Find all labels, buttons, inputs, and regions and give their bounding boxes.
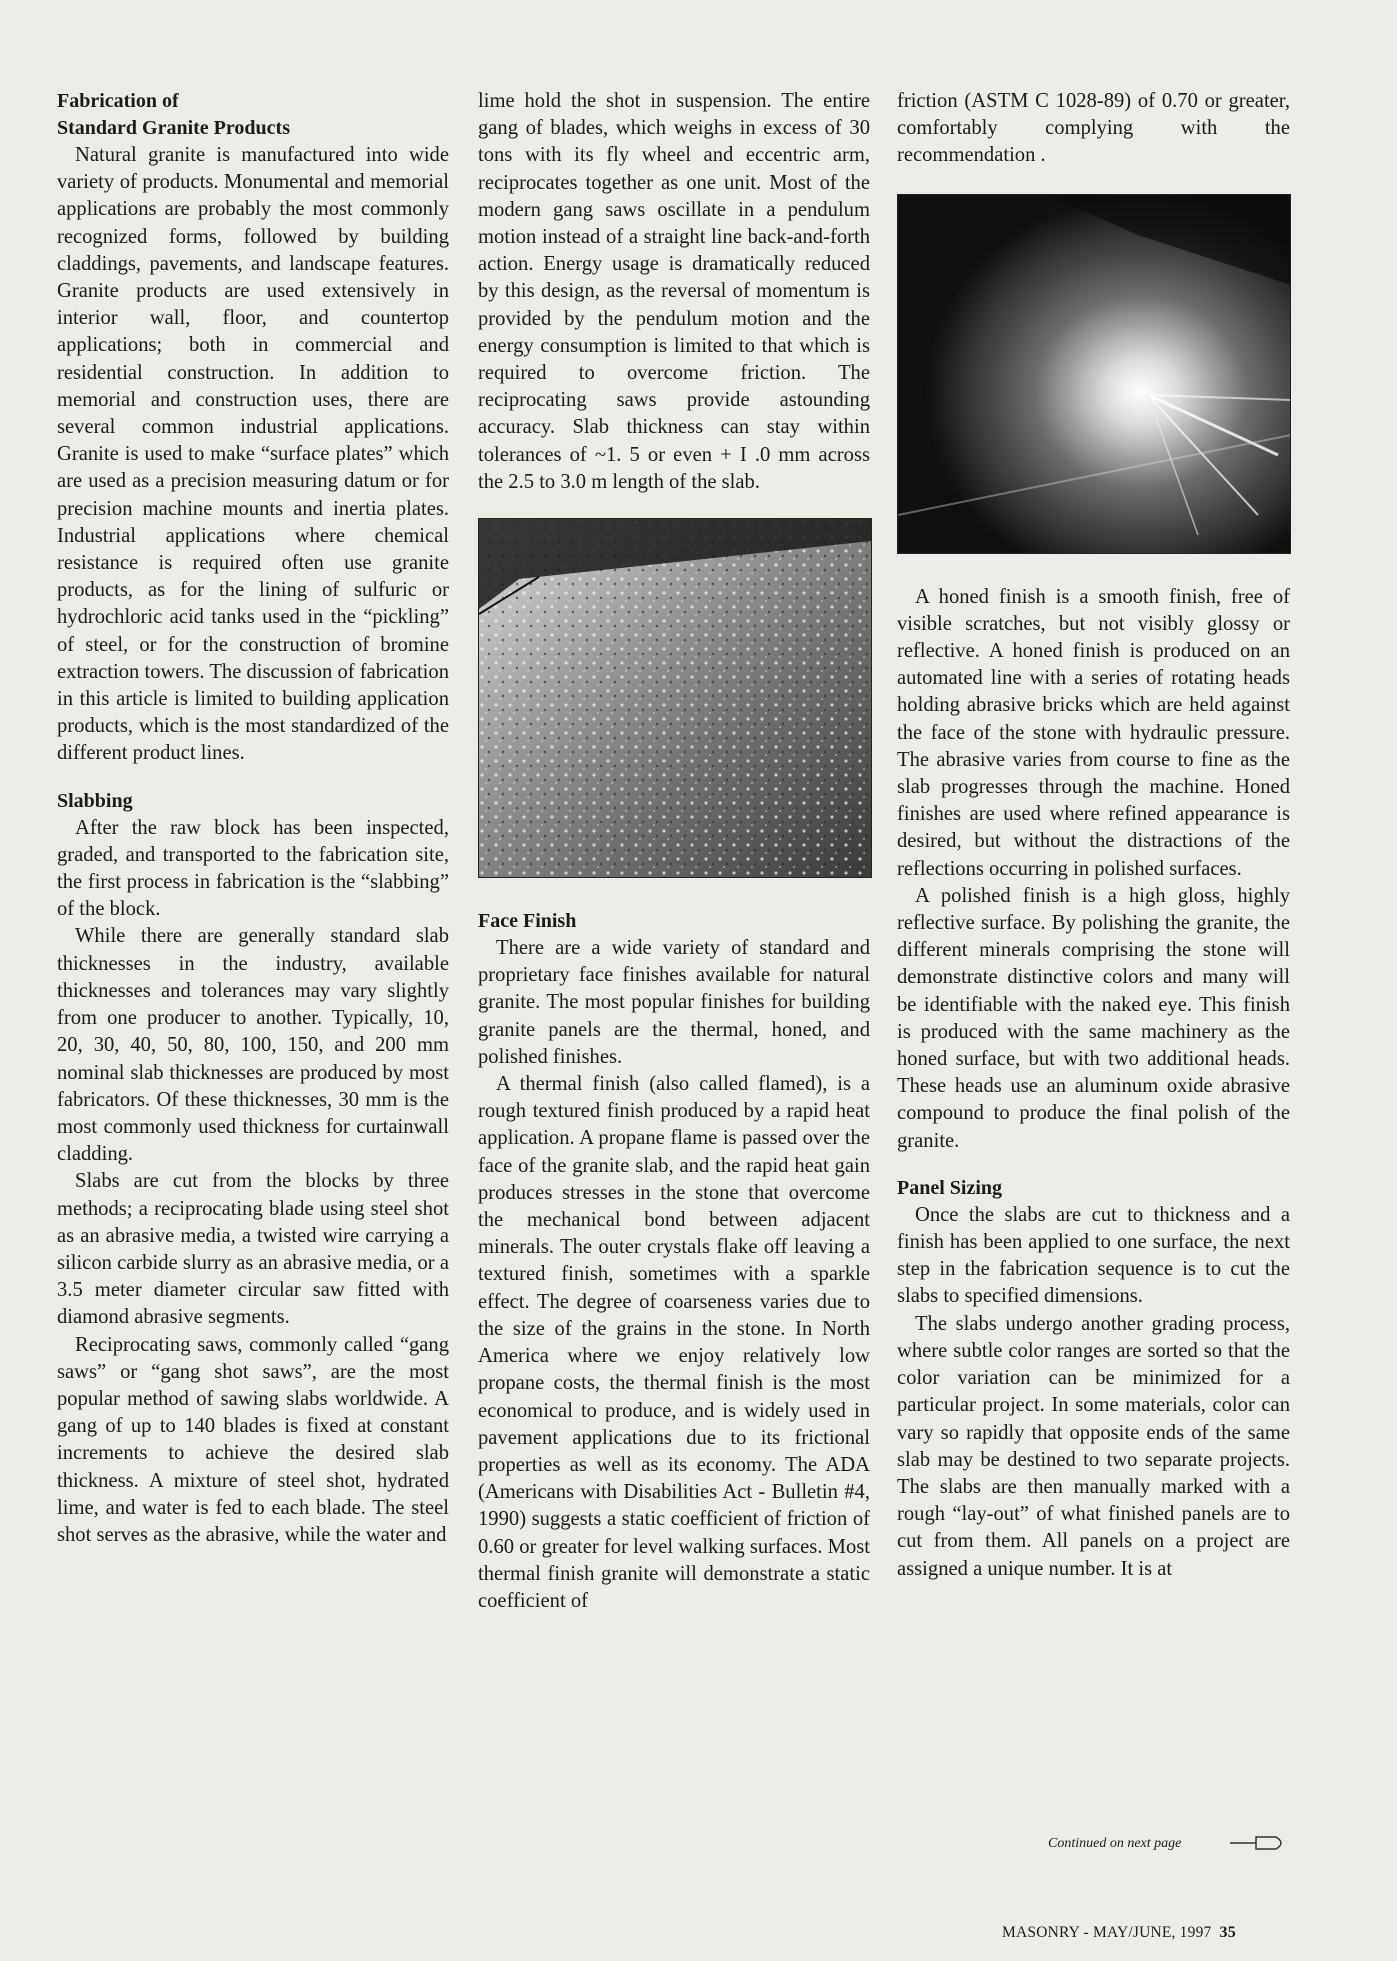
paragraph: Slabs are cut from the blocks by three methods; a reciprocating blade using steel shot as an abrasive media, a twisted wire carrying a silicon carbide slurry as an abrasive media, or a 3.5 meter diameter circular saw fitted with diamond abrasive segments. bbox=[57, 1170, 449, 1329]
continued-on-next-page: Continued on next page bbox=[1048, 1836, 1182, 1851]
paragraph: A thermal finish (also called flamed), is a rough textured finish produced by a rapid heat application. A propane flame is passed over the face of the granite slab, and the rapid heat gain produces stresses in the stone that overcome the mechanical bond between adjacent minerals. The outer crystals flake off leaving a textured finish, sometimes with a sparkle effect. The degree of coarseness varies due to the size of the grains in the stone. In North America where we enjoy relatively low propane costs, the thermal finish is the most economical to produce, and is widely used in pavement applications due to its frictional properties as well as its economy. The ADA (Americans with Disabilities Act - Bulletin #4, 1990) suggests a static coefficient of friction of 0.60 or greater for level walking surfaces. Most thermal finish granite will demonstrate a static coefficient of bbox=[478, 1073, 870, 1612]
section-heading-fabrication bbox=[57, 88, 449, 142]
pointing-hand-icon bbox=[1230, 1834, 1288, 1857]
paragraph: Natural granite is manufactured into wide variety of products. Monumental and memorial applications are probably the most commonly recognized forms, followed by building claddings, pavements, and landscape features. Granite products are used extensively in interior wall, floor, and countertop applications; both in commercial and residential construction. In addition to memorial and construction uses, there are several common industrial applications. Granite is used to make “surface plates” which are used as a precision measuring datum or for precision machine mounts and inertia plates. Industrial applications where chemical resistance is required often use granite products, as for the lining of sulfuric or hydrochloric acid tanks used in the “pickling” of steel, or for the construction of bromine extraction towers. The discussion of fabrication in this article is limited to building application products, which is the most standardized of the different product lines. bbox=[57, 144, 449, 765]
heading-line-2: Standard Granite Products bbox=[57, 117, 290, 139]
column-2 bbox=[478, 88, 870, 1615]
paragraph: After the raw block has been inspected, graded, and transported to the fabrication site, the first process in fabrication is the “slabbing” of the block. bbox=[57, 816, 449, 921]
column-1 bbox=[57, 88, 449, 1549]
heading-line-1: Fabrication of bbox=[57, 90, 179, 112]
page-number: 35 bbox=[1219, 1924, 1236, 1941]
paragraph: A honed finish is a smooth finish, free of visible scratches, but not visibly glossy or reflective. A honed finish is produced on an automated line with a series of rotating heads holding abrasive bricks which are held against the face of the stone with hydraulic pressure. The abrasive varies from course to fine as the slab progresses through the machine. Honed finishes are used where refined appearance is desired, but without the distractions of the reflections occurring in polished surfaces. bbox=[897, 585, 1290, 880]
paragraph: Once the slabs are cut to thickness and a finish has been applied to one surface, the next step in the fabrication sequence is to cut the slabs to specified dimensions. bbox=[897, 1203, 1290, 1308]
section-heading-panel-sizing: Panel Sizing bbox=[897, 1176, 1003, 1199]
section-heading-face-finish: Face Finish bbox=[478, 910, 577, 933]
thermal-finish-flame-photo bbox=[897, 194, 1291, 554]
paragraph: lime hold the shot in suspension. The entire gang of blades, which weighs in excess of 30 tons with its fly wheel and eccentric arm, reciprocates together as one unit. Most of the modern gang saws oscillate in a pendulum motion instead of a straight line back-and-forth action. Energy usage is dramatically reduced by this design, as the reversal of momentum is provided by the pendulum motion and the energy consumption is limited to that which is required to overcome friction. The reciprocating saws provide astounding accuracy. Slab thickness can stay within tolerances of ~1. 5 or even + I .0 mm across the 2.5 to 3.0 m length of the slab. bbox=[478, 90, 870, 493]
page-footer bbox=[1002, 1924, 1236, 1942]
granite-slab-photo bbox=[478, 518, 872, 878]
paragraph: Reciprocating saws, commonly called “gang saws” or “gang shot saws”, are the most popular method of sawing slabs worldwide. A gang of up to 140 blades is fixed at constant increments to achieve the desired slab thickness. A mixture of steel shot, hydrated lime, and water is fed to each blade. The steel shot serves as the abrasive, while the water and bbox=[57, 1333, 449, 1546]
paragraph: A polished finish is a high gloss, highly reflective surface. By polishing the granite, the different minerals comprising the stone will demonstrate distinctive colors and many will be identifiable with the naked eye. This finish is produced with the same machinery as the honed surface, but with two additional heads. These heads use an aluminum oxide abrasive compound to produce the final polish of the granite. bbox=[897, 884, 1290, 1152]
column-3 bbox=[897, 88, 1290, 1583]
section-heading-slabbing: Slabbing bbox=[57, 789, 133, 812]
paragraph: While there are generally standard slab thicknesses in the industry, available thicknesses and tolerances may vary slightly from one producer to another. Typically, 10, 20, 30, 40, 50, 80, 100, 150, and 200 mm nominal slab thicknesses are produced by most fabricators. Of these thicknesses, 30 mm is the most commonly used thickness for curtainwall cladding. bbox=[57, 925, 449, 1166]
magazine-issue: MASONRY - MAY/JUNE, 1997 bbox=[1002, 1924, 1212, 1941]
paragraph: friction (ASTM C 1028-89) of 0.70 or greater, comfortably complying with the recommendation . bbox=[897, 90, 1290, 167]
paragraph: The slabs undergo another grading process, where subtle color ranges are sorted so that the color variation can be minimized for a particular project. In some materials, color can vary so rapidly that opposite ends of the same slab may be destined to two separate projects. The slabs are then manually marked with a rough “lay-out” of what finished panels are to cut from them. All panels on a project are assigned a unique number. It is at bbox=[897, 1312, 1290, 1580]
paragraph: There are a wide variety of standard and proprietary face finishes available for natural granite. The most popular finishes for building granite panels are the thermal, honed, and polished finishes. bbox=[478, 937, 870, 1068]
